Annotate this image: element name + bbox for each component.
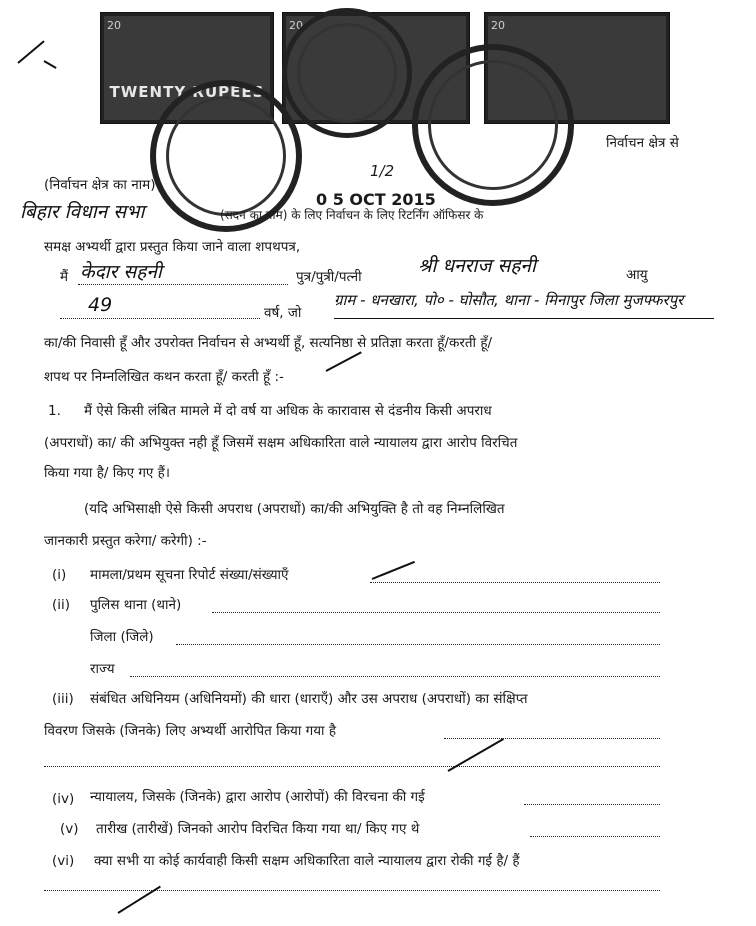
age-handwritten: 49 bbox=[88, 294, 113, 316]
item-v-text: तारीख (तारीखें) जिनको आरोप विरचित किया गया था/ किए गए थे bbox=[96, 821, 420, 837]
item-vi-number: (vi) bbox=[52, 853, 75, 869]
item-ii-dotted-line bbox=[212, 612, 660, 613]
corner-dash-mark bbox=[44, 60, 57, 69]
affidavit-intro-text: समक्ष अभ्यर्थी द्वारा प्रस्तुत किया जाने वाला शपथपत्र, bbox=[44, 239, 301, 255]
item-ii-text: पुलिस थाना (थाने) bbox=[90, 597, 182, 613]
resident-text: का/की निवासी हूँ और उपरोक्त निर्वाचन से अभ्यर्थी हूँ, सत्यनिष्ठा से प्रतिज्ञा करता हूँ/करती हूँ/ bbox=[44, 335, 493, 351]
son-of-label: पुत्र/पुत्री/पत्नी bbox=[296, 269, 362, 285]
father-name-handwritten: श्री धनराज सहनी bbox=[418, 255, 536, 277]
item-iv-text: न्यायालय, जिसके (जिनके) द्वारा आरोप (आरोपों) की विरचना की गई bbox=[90, 789, 425, 805]
fraction-mark: 1/2 bbox=[370, 162, 395, 180]
age-label: आयु bbox=[626, 267, 648, 283]
house-name-handwritten: बिहार विधान सभा bbox=[20, 201, 145, 223]
item-iv-dotted-line bbox=[524, 804, 660, 805]
check-mark-i bbox=[372, 561, 415, 580]
deponent-name-handwritten: केदार सहनी bbox=[80, 261, 162, 283]
name-dotted-line bbox=[78, 284, 288, 285]
item-i-text: मामला/प्रथम सूचना रिपोर्ट संख्या/संख्याएँ bbox=[90, 567, 289, 583]
notary-seal-right bbox=[412, 44, 574, 206]
age-dotted-line bbox=[60, 318, 260, 319]
para-1-line-3: किया गया है/ किए गए हैं। bbox=[44, 465, 170, 481]
item-v-dotted-line bbox=[530, 836, 660, 837]
underline-address bbox=[334, 318, 714, 319]
district-text: जिला (जिले) bbox=[90, 629, 154, 645]
para-1-line-2: (अपराधों) का/ की अभियुक्त नही हूँ जिसमें सक्षम अधिकारिता वाले न्यायालय द्वारा आरोप विरचित bbox=[44, 435, 518, 451]
district-dotted-line bbox=[176, 644, 660, 645]
item-vi-dotted-line bbox=[44, 890, 660, 891]
condition-line-1: (यदि अभिसाक्षी ऐसे किसी अपराध (अपराधों) का/की अभियुक्ति है तो वह निम्नलिखित bbox=[84, 501, 505, 517]
para-1-line-1: मैं ऐसे किसी लंबित मामले में दो वर्ष या अधिक के कारावास से दंडनीय किसी अपराध bbox=[84, 403, 492, 419]
item-i-number: (i) bbox=[52, 567, 67, 583]
item-iii-dotted-line-2 bbox=[44, 766, 660, 767]
constituency-right-text: निर्वाचन क्षेत्र से bbox=[606, 135, 679, 151]
me-label: मैं bbox=[60, 269, 69, 285]
stamp-label: TWENTY RUPEES bbox=[109, 83, 265, 101]
date-stamp: 0 5 OCT 2015 bbox=[316, 190, 436, 209]
address-handwritten: ग्राम - धनखारा, पो० - घोसौत, थाना - मिनापुर जिला मुजफ्फरपुर bbox=[334, 291, 684, 309]
notary-seal-top bbox=[282, 8, 412, 138]
state-dotted-line bbox=[130, 676, 660, 677]
item-ii-number: (ii) bbox=[52, 597, 71, 613]
oath-text: शपथ पर निम्नलिखित कथन करता हूँ/ करती हूँ :- bbox=[44, 369, 284, 385]
stamp-denomination: 20 bbox=[107, 19, 121, 32]
constituency-left-text: (निर्वाचन क्षेत्र का नाम) bbox=[44, 177, 156, 193]
condition-line-2: जानकारी प्रस्तुत करेगा/ करेगी) :- bbox=[44, 533, 207, 549]
item-i-dotted-line bbox=[370, 582, 660, 583]
item-vi-text: क्या सभी या कोई कार्यवाही किसी सक्षम अधिकारिता वाले न्यायालय द्वारा रोकी गई है/ हैं bbox=[94, 853, 520, 869]
stamp-denomination: 20 bbox=[491, 19, 505, 32]
house-label-text: (सदन का नाम) के लिए निर्वाचन के लिए रिटर्निंग ऑफिसर के bbox=[220, 208, 484, 222]
item-iii-number: (iii) bbox=[52, 691, 74, 707]
item-iii-dotted-line bbox=[444, 738, 660, 739]
para-1-number: 1. bbox=[48, 403, 61, 419]
item-v-number: (v) bbox=[60, 821, 79, 837]
years-label: वर्ष, जो bbox=[264, 305, 302, 321]
stamp-denomination: 20 bbox=[289, 19, 303, 32]
item-iv-number: (iv) bbox=[52, 791, 75, 807]
corner-slash-mark bbox=[17, 40, 44, 63]
state-text: राज्य bbox=[90, 661, 115, 677]
item-iii-text: संबंधित अधिनियम (अधिनियमों) की धारा (धाराएँ) और उस अपराध (अपराधों) का संक्षिप्त bbox=[90, 691, 528, 707]
item-iii-text-2: विवरण जिसके (जिनके) लिए अभ्यर्थी आरोपित किया गया है bbox=[44, 723, 336, 739]
oath-strike-mark bbox=[326, 351, 362, 372]
